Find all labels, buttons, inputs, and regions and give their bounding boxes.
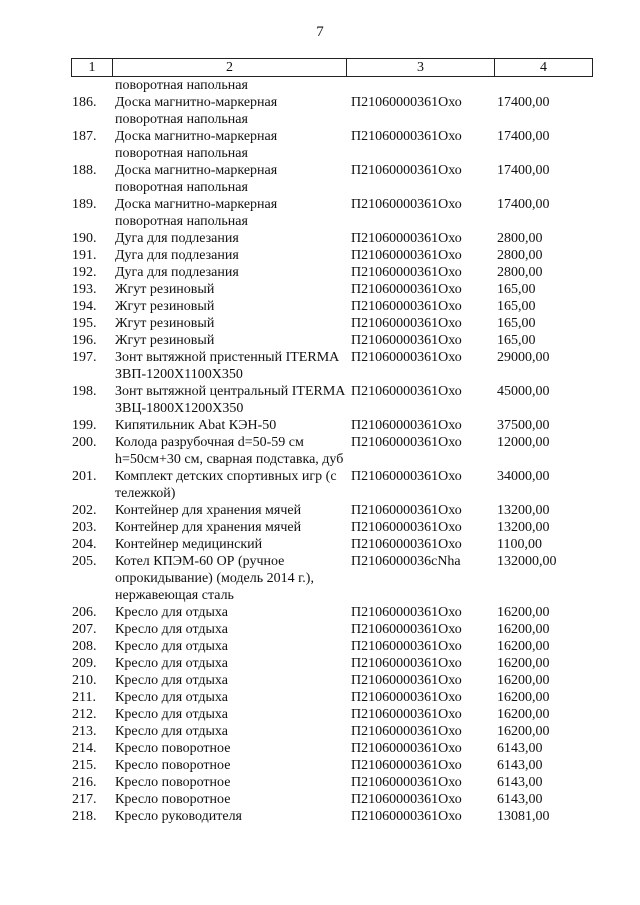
item-code: П21060000361Охо <box>351 265 462 280</box>
item-price: 16200,00 <box>497 724 550 739</box>
item-price: 16200,00 <box>497 622 550 637</box>
table-row <box>0 689 640 706</box>
item-name: Колода разрубочная d=50-59 см h=50см+30 см, сварная подставка, дуб <box>115 435 344 467</box>
item-name: Котел КПЭМ-60 ОР (ручное опрокидывание) (модель 2014 г.), нержавеющая сталь <box>115 554 314 603</box>
table-row <box>0 230 640 247</box>
item-name: Дуга для подлезания <box>115 265 239 280</box>
item-name: Кресло для отдыха <box>115 673 228 688</box>
row-number: 191. <box>72 248 97 263</box>
item-name: Кресло для отдыха <box>115 639 228 654</box>
header-col-1: 1 <box>72 59 113 77</box>
item-price: 2800,00 <box>497 248 543 263</box>
item-price: 6143,00 <box>497 775 543 790</box>
row-number: 200. <box>72 435 97 450</box>
page-number: 7 <box>316 24 324 40</box>
item-code: П21060000361Охо <box>351 129 462 144</box>
item-code: П21060000361Охо <box>351 333 462 348</box>
item-name: Кресло поворотное <box>115 792 231 807</box>
table-row <box>0 315 640 332</box>
table-row <box>0 740 640 757</box>
row-number: 207. <box>72 622 97 637</box>
table-body <box>0 77 640 825</box>
item-price: 16200,00 <box>497 690 550 705</box>
item-name: Кресло руководителя <box>115 809 242 824</box>
item-code: П21060000361Охо <box>351 316 462 331</box>
table-row <box>0 128 640 162</box>
row-number: 206. <box>72 605 97 620</box>
item-name: Кресло для отдыха <box>115 707 228 722</box>
item-price: 17400,00 <box>497 163 550 178</box>
item-price: 29000,00 <box>497 350 550 365</box>
item-code: П21060000361Охо <box>351 622 462 637</box>
item-code: П21060000361Охо <box>351 299 462 314</box>
item-name: Контейнер для хранения мячей <box>115 503 302 518</box>
table-row <box>0 94 640 128</box>
item-price: 16200,00 <box>497 639 550 654</box>
item-price: 16200,00 <box>497 707 550 722</box>
header-col-2: 2 <box>113 59 347 77</box>
item-code: П21060000361Охо <box>351 418 462 433</box>
item-code: П21060000361Охо <box>351 282 462 297</box>
row-number: 194. <box>72 299 97 314</box>
item-price: 165,00 <box>497 282 536 297</box>
item-code: П21060000361Охо <box>351 605 462 620</box>
item-code: П21060000361Охо <box>351 809 462 824</box>
item-code: П21060000361Охо <box>351 724 462 739</box>
item-name: Жгут резиновый <box>115 299 215 314</box>
item-price: 17400,00 <box>497 95 550 110</box>
table-row <box>0 536 640 553</box>
item-code: П21060000361Охо <box>351 503 462 518</box>
row-number: 209. <box>72 656 97 671</box>
item-code: П21060000361Охо <box>351 537 462 552</box>
item-name: Доска магнитно-маркерная поворотная напольная <box>115 129 278 161</box>
item-price: 132000,00 <box>497 554 557 569</box>
item-name: Зонт вытяжной центральный ITERMA ЗВЦ-1800X1200X350 <box>115 384 345 416</box>
row-number: 204. <box>72 537 97 552</box>
table-row <box>0 791 640 808</box>
item-price: 16200,00 <box>497 605 550 620</box>
item-name: Кресло поворотное <box>115 741 231 756</box>
item-name: Комплект детских спортивных игр (с тележкой) <box>115 469 337 501</box>
header-col-4: 4 <box>495 59 593 77</box>
item-name: Доска магнитно-маркерная поворотная напольная <box>115 163 278 195</box>
row-number: 217. <box>72 792 97 807</box>
row-number: 190. <box>72 231 97 246</box>
item-name: Контейнер для хранения мячей <box>115 520 302 535</box>
item-code: П21060000361Охо <box>351 639 462 654</box>
row-number: 213. <box>72 724 97 739</box>
item-name: Кресло для отдыха <box>115 622 228 637</box>
item-code: П21060000361Охо <box>351 673 462 688</box>
item-price: 16200,00 <box>497 656 550 671</box>
table-row <box>0 553 640 604</box>
item-price: 2800,00 <box>497 265 543 280</box>
table-row <box>0 281 640 298</box>
row-number: 197. <box>72 350 97 365</box>
item-code: П21060000361Охо <box>351 95 462 110</box>
item-code: П21060000361Охо <box>351 248 462 263</box>
row-number: 216. <box>72 775 97 790</box>
item-code: П21060000361Охо <box>351 163 462 178</box>
table-row <box>0 468 640 502</box>
item-name: Кресло для отдыха <box>115 690 228 705</box>
table-row <box>0 774 640 791</box>
item-code: П21060000361Охо <box>351 520 462 535</box>
row-number: 196. <box>72 333 97 348</box>
item-price: 16200,00 <box>497 673 550 688</box>
item-code: П21060000361Охо <box>351 435 462 450</box>
row-number: 210. <box>72 673 97 688</box>
table-row <box>0 196 640 230</box>
row-number: 188. <box>72 163 97 178</box>
item-price: 6143,00 <box>497 741 543 756</box>
table-row <box>0 638 640 655</box>
row-number: 215. <box>72 758 97 773</box>
item-code: П21060000361Охо <box>351 469 462 484</box>
continuation-row <box>0 77 640 94</box>
table-row <box>0 519 640 536</box>
table-row <box>0 332 640 349</box>
item-code: П21060000361Охо <box>351 384 462 399</box>
row-number: 195. <box>72 316 97 331</box>
item-price: 6143,00 <box>497 792 543 807</box>
item-code: П21060000361Охо <box>351 707 462 722</box>
table-row <box>0 757 640 774</box>
row-number: 201. <box>72 469 97 484</box>
item-name: Доска магнитно-маркерная поворотная напольная <box>115 95 278 127</box>
item-code: П21060000361Охо <box>351 690 462 705</box>
item-name: Доска магнитно-маркерная поворотная напольная <box>115 197 278 229</box>
item-code: П21060000361Охо <box>351 792 462 807</box>
row-number: 193. <box>72 282 97 297</box>
item-name: Дуга для подлезания <box>115 231 239 246</box>
row-number: 189. <box>72 197 97 212</box>
row-number: 203. <box>72 520 97 535</box>
item-price: 6143,00 <box>497 758 543 773</box>
row-number: 202. <box>72 503 97 518</box>
item-name: Кипятильник Abat КЭН-50 <box>115 418 277 433</box>
table-row <box>0 417 640 434</box>
item-price: 34000,00 <box>497 469 550 484</box>
item-name: Контейнер медицинский <box>115 537 263 552</box>
row-number: 205. <box>72 554 97 569</box>
item-price: 12000,00 <box>497 435 550 450</box>
row-number: 211. <box>72 690 96 705</box>
table-row <box>0 706 640 723</box>
item-code: П21060000361Охо <box>351 231 462 246</box>
item-name: Жгут резиновый <box>115 316 215 331</box>
item-name: Кресло для отдыха <box>115 656 228 671</box>
item-code: П2106000036сNha <box>351 554 461 569</box>
table-row <box>0 808 640 825</box>
table-row <box>0 162 640 196</box>
row-number: 218. <box>72 809 97 824</box>
table-row <box>0 621 640 638</box>
table-row <box>0 383 640 417</box>
table-row <box>0 434 640 468</box>
item-price: 2800,00 <box>497 231 543 246</box>
item-code: П21060000361Охо <box>351 741 462 756</box>
item-price: 45000,00 <box>497 384 550 399</box>
item-code: П21060000361Охо <box>351 775 462 790</box>
item-price: 17400,00 <box>497 197 550 212</box>
item-price: 17400,00 <box>497 129 550 144</box>
table-row <box>0 298 640 315</box>
item-name: Жгут резиновый <box>115 282 215 297</box>
item-name: Кресло поворотное <box>115 775 231 790</box>
table-row <box>0 502 640 519</box>
item-code: П21060000361Охо <box>351 350 462 365</box>
table-row <box>0 349 640 383</box>
table-header <box>71 58 593 77</box>
row-number: 212. <box>72 707 97 722</box>
item-code: П21060000361Охо <box>351 656 462 671</box>
row-number: 186. <box>72 95 97 110</box>
item-price: 37500,00 <box>497 418 550 433</box>
table-row <box>0 723 640 740</box>
item-name: Дуга для подлезания <box>115 248 239 263</box>
row-number: 214. <box>72 741 97 756</box>
table-row <box>0 672 640 689</box>
header-col-3: 3 <box>347 59 495 77</box>
item-name: Кресло поворотное <box>115 758 231 773</box>
table-row <box>0 655 640 672</box>
item-name: Кресло для отдыха <box>115 724 228 739</box>
item-name: Жгут резиновый <box>115 333 215 348</box>
table-row <box>0 604 640 621</box>
row-number: 199. <box>72 418 97 433</box>
item-price: 13081,00 <box>497 809 550 824</box>
item-price: 165,00 <box>497 299 536 314</box>
item-name: Зонт вытяжной пристенный ITERMA ЗВП-1200X1100X350 <box>115 350 339 382</box>
item-price: 13200,00 <box>497 503 550 518</box>
item-price: 1100,00 <box>497 537 542 552</box>
item-price: 165,00 <box>497 316 536 331</box>
item-code: П21060000361Охо <box>351 197 462 212</box>
row-number: 208. <box>72 639 97 654</box>
row-number: 192. <box>72 265 97 280</box>
table-row <box>0 247 640 264</box>
item-price: 13200,00 <box>497 520 550 535</box>
table-row <box>0 264 640 281</box>
item-name: Кресло для отдыха <box>115 605 228 620</box>
row-number: 187. <box>72 129 97 144</box>
item-code: П21060000361Охо <box>351 758 462 773</box>
continuation-text: поворотная напольная <box>115 78 248 93</box>
row-number: 198. <box>72 384 97 399</box>
item-price: 165,00 <box>497 333 536 348</box>
